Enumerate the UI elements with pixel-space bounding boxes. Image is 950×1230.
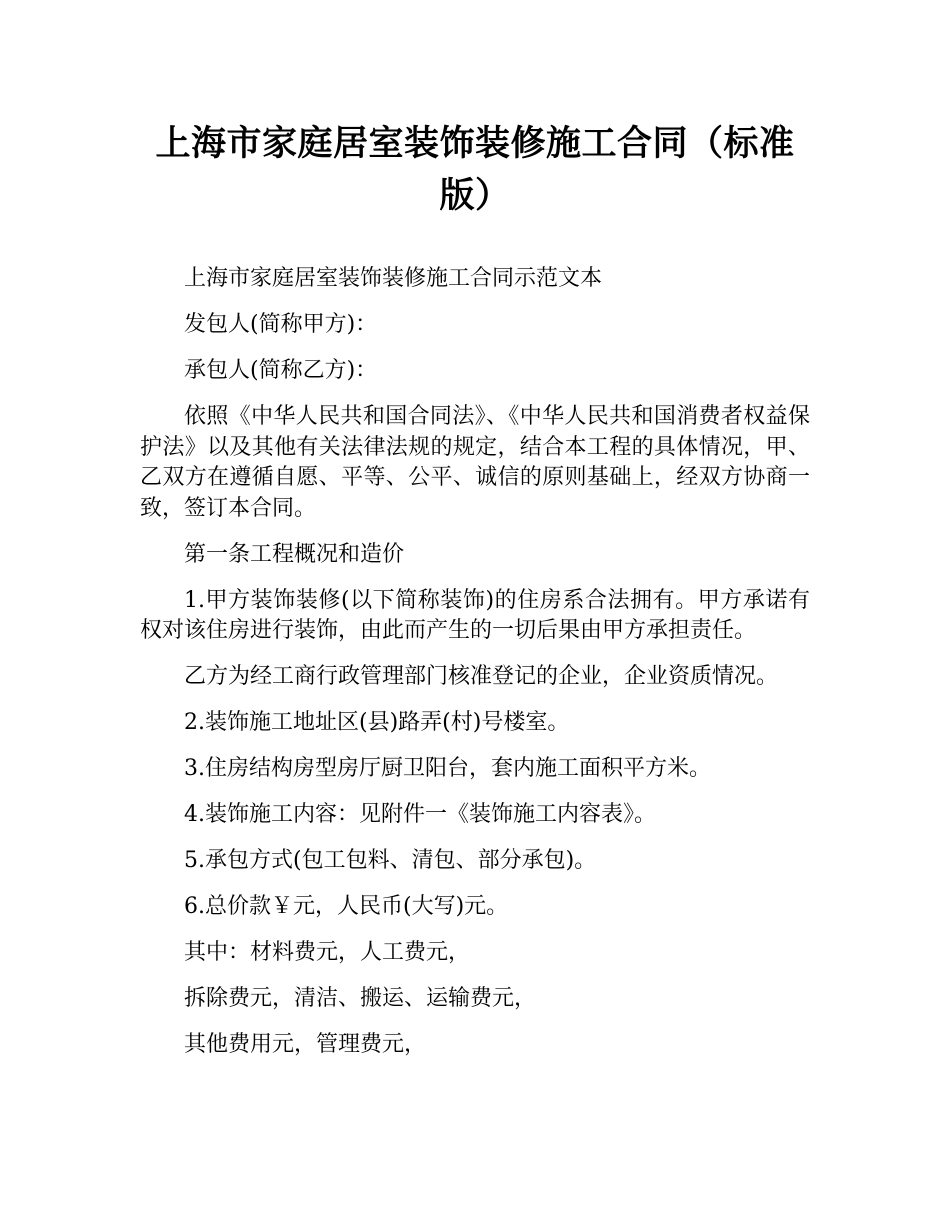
paragraph-preamble: 依照《中华人民共和国合同法》、《中华人民共和国消费者权益保护法》以及其他有关法律法规的规定，结合本工程的具体情况，甲、乙双方在遵循自愿、平等、公平、诚信的原则基础上，经双方协商一致，签订本合同。 [140,404,810,521]
paragraph-clause-5: 5.承包方式(包工包料、清包、部分承包)。 [184,848,597,873]
paragraph-article-1-heading: 第一条工程概况和造价 [184,541,405,567]
paragraph-clause-3: 3.住房结构房型房厅厨卫阳台，套内施工面积平方米。 [184,756,711,781]
paragraph-cost-breakdown-3: 其他费用元，管理费元， [184,1032,427,1057]
paragraph-clause-2: 2.装饰施工地址区(县)路弄(村)号楼室。 [184,710,570,735]
paragraph-party-b: 承包人(简称乙方)： [184,358,378,383]
paragraph-clause-6: 6.总价款￥元，人民币(大写)元。 [184,894,509,919]
paragraph-cost-breakdown-2: 拆除费元，清洁、搬运、运输费元， [184,986,537,1011]
paragraph-cost-breakdown-1: 其中：材料费元，人工费元， [184,940,471,965]
paragraph-subtitle: 上海市家庭居室装饰装修施工合同示范文本 [184,266,603,291]
paragraph-contractor-qualification: 乙方为经工商行政管理部门核准登记的企业，企业资质情况。 [184,664,779,689]
document-body [140,264,810,1061]
paragraph-clause-4: 4.装饰施工内容：见附件一《装饰施工内容表》。 [184,802,656,827]
paragraph-clause-1: 1.甲方装饰装修(以下简称装饰)的住房系合法拥有。甲方承诺有权对该住房进行装饰，由此而产生的一切后果由甲方承担责任。 [140,587,810,643]
document-title: 上海市家庭居室装饰装修施工合同（标准版） [155,124,795,216]
paragraph-party-a: 发包人(简称甲方)： [184,312,378,337]
